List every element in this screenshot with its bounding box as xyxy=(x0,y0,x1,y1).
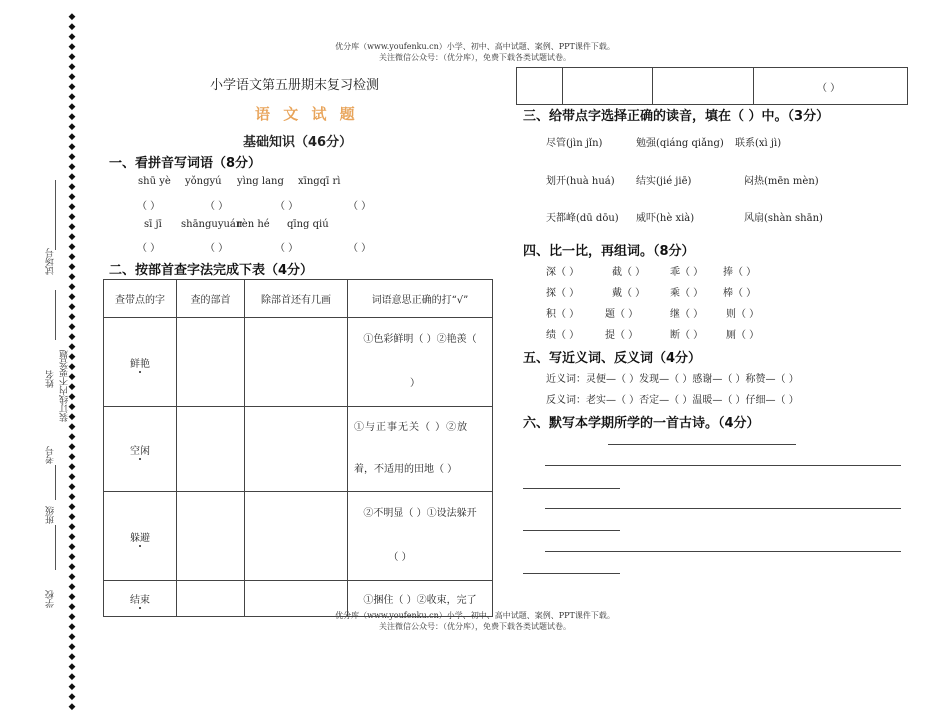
footer-line-2: 关注微信公众号：（优分库），免费下载各类试题试卷。 xyxy=(379,622,571,631)
column-header: 查带点的字 xyxy=(104,280,177,318)
table-header-row xyxy=(104,280,493,318)
reading-item[interactable]: 勉强(qiáng qiǎng) xyxy=(636,138,724,149)
compare-item[interactable]: 继（ ） xyxy=(670,309,704,320)
table-row xyxy=(104,318,493,407)
compare-item[interactable]: 则（ ） xyxy=(726,309,760,320)
reading-item[interactable]: 天都峰(dū dōu) xyxy=(546,213,619,224)
diamond-ornament: ◆ xyxy=(68,672,76,682)
footer-line-1: 优分库（www.youfenku.cn）小学、初中、高中试题、案例、PPT课件下载。 xyxy=(335,611,615,620)
diamond-ornament: ◆ xyxy=(68,302,76,312)
answer-cell[interactable] xyxy=(245,318,348,407)
diamond-ornament: ◆ xyxy=(68,272,76,282)
basic-knowledge-heading: 基础知识（46分） xyxy=(243,135,353,150)
poem-line[interactable] xyxy=(523,530,620,531)
compare-item[interactable]: 棒（ ） xyxy=(723,288,757,299)
continued-table-fragment xyxy=(516,67,908,105)
meaning-line: ①色彩鲜明（ ）②艳羡（ xyxy=(363,334,477,345)
diamond-ornament: ◆ xyxy=(68,402,76,412)
compare-item[interactable]: 断（ ） xyxy=(670,330,704,341)
exam-room-line xyxy=(55,180,56,250)
diamond-ornament: ◆ xyxy=(68,432,76,442)
subject-title: 语 文 试 题 xyxy=(255,105,359,123)
diamond-ornament: ◆ xyxy=(68,442,76,452)
pinyin-2: yǒngyú xyxy=(185,176,222,187)
diamond-ornament: ◆ xyxy=(68,82,76,92)
diamond-ornament: ◆ xyxy=(68,602,76,612)
radical-lookup-table xyxy=(103,279,493,617)
table-row xyxy=(104,492,493,581)
diamond-ornament: ◆ xyxy=(68,522,76,532)
diamond-ornament: ◆ xyxy=(68,162,76,172)
pinyin-7: rèn hé xyxy=(237,219,270,230)
answer-blank[interactable]: （ ） xyxy=(275,201,299,212)
meaning-line: （ ） xyxy=(388,552,412,563)
diamond-ornament: ◆ xyxy=(68,462,76,472)
answer-blank[interactable]: （ ） xyxy=(205,201,229,212)
column-header: 查的部首 xyxy=(177,280,245,318)
diamond-ornament: ◆ xyxy=(68,662,76,672)
diamond-ornament: ◆ xyxy=(68,692,76,702)
reading-item[interactable]: 闷热(mēn mèn) xyxy=(744,176,819,187)
answer-cell[interactable] xyxy=(245,581,348,617)
poem-line[interactable] xyxy=(545,551,901,552)
compare-item[interactable]: 戴（ ） xyxy=(612,288,646,299)
seat-line xyxy=(55,465,56,500)
antonym-row[interactable]: 反义词：老实—（ ）否定—（ ）温暖—（ ）仔细—（ ） xyxy=(546,395,799,406)
answer-cell[interactable] xyxy=(245,407,348,492)
diamond-ornament: ◆ xyxy=(68,682,76,692)
diamond-ornament: ◆ xyxy=(68,212,76,222)
diamond-ornament: ◆ xyxy=(68,242,76,252)
answer-cell[interactable] xyxy=(177,492,245,581)
diamond-ornament: ◆ xyxy=(68,142,76,152)
meaning-cell[interactable] xyxy=(348,407,493,492)
answer-cell[interactable] xyxy=(177,581,245,617)
answer-blank[interactable]: （ ） xyxy=(348,243,372,254)
poem-line[interactable] xyxy=(545,508,901,509)
compare-item[interactable]: 深（ ） xyxy=(546,267,580,278)
diamond-ornament: ◆ xyxy=(68,62,76,72)
compare-item[interactable]: 探（ ） xyxy=(546,288,580,299)
diamond-ornament: ◆ xyxy=(68,292,76,302)
poem-line[interactable] xyxy=(523,488,620,489)
reading-item[interactable]: 联系(xì jì) xyxy=(735,138,782,149)
reading-item[interactable]: 划开(huà huá) xyxy=(546,176,615,187)
answer-cell[interactable] xyxy=(177,407,245,492)
compare-item[interactable]: 提（ ） xyxy=(605,330,639,341)
diamond-ornament: ◆ xyxy=(68,202,76,212)
target-word: 鲜艳 xyxy=(130,358,150,370)
answer-blank[interactable]: （ ） xyxy=(137,201,161,212)
compare-item[interactable]: 捧（ ） xyxy=(723,267,757,278)
section2-heading: 二、按部首查字法完成下表（4分） xyxy=(109,263,314,278)
meaning-cell[interactable] xyxy=(348,492,493,581)
diamond-ornament: ◆ xyxy=(68,322,76,332)
binding-warning: 装订线内不要答题 xyxy=(60,350,70,422)
meaning-line: ②不明显（ ）①设法躲开 xyxy=(363,508,477,519)
diamond-ornament: ◆ xyxy=(68,132,76,142)
paper-title: 小学语文第五册期末复习检测 xyxy=(210,78,380,93)
diamond-ornament: ◆ xyxy=(68,172,76,182)
compare-item[interactable]: 厕（ ） xyxy=(726,330,760,341)
diamond-ornament: ◆ xyxy=(68,42,76,52)
diamond-ornament: ◆ xyxy=(68,412,76,422)
table-divider xyxy=(562,68,563,104)
diamond-ornament: ◆ xyxy=(68,392,76,402)
answer-blank[interactable]: （ ） xyxy=(348,201,372,212)
target-word: 躲避 xyxy=(130,532,150,544)
meaning-line: ①与正事无关（ ）②放 xyxy=(354,422,469,433)
diamond-ornament: ◆ xyxy=(68,512,76,522)
section1-heading: 一、看拼音写词语（8分） xyxy=(109,156,262,171)
diamond-ornament: ◆ xyxy=(68,92,76,102)
diamond-ornament: ◆ xyxy=(68,22,76,32)
meaning-cell[interactable] xyxy=(348,318,493,407)
diamond-ornament: ◆ xyxy=(68,352,76,362)
reading-item[interactable]: 尽管(jìn jǐn) xyxy=(546,138,603,149)
diamond-ornament: ◆ xyxy=(68,32,76,42)
compare-item[interactable]: 截（ ） xyxy=(612,267,646,278)
table-row xyxy=(104,581,493,617)
diamond-ornament: ◆ xyxy=(68,312,76,322)
exam-room-label: 试场号 xyxy=(46,248,56,275)
diamond-ornament: ◆ xyxy=(68,282,76,292)
diamond-ornament: ◆ xyxy=(68,52,76,62)
meaning-line: ） xyxy=(410,378,420,389)
diamond-ornament: ◆ xyxy=(68,102,76,112)
diamond-ornament: ◆ xyxy=(68,632,76,642)
diamond-ornament: ◆ xyxy=(68,572,76,582)
diamond-ornament: ◆ xyxy=(68,72,76,82)
pinyin-6: shānguyuán xyxy=(181,219,243,230)
section4-heading: 四、比一比，再组词。（8分） xyxy=(523,244,695,259)
name-label: 姓名 xyxy=(46,370,56,388)
diamond-ornament: ◆ xyxy=(68,362,76,372)
synonym-row[interactable]: 近义词：灵便—（ ）发现—（ ）感谢—（ ）称赞—（ ） xyxy=(546,374,799,385)
diamond-ornament: ◆ xyxy=(68,152,76,162)
diamond-ornament: ◆ xyxy=(68,382,76,392)
answer-blank[interactable]: （ ） xyxy=(137,243,161,254)
diamond-ornament: ◆ xyxy=(68,592,76,602)
poem-title-line[interactable] xyxy=(608,444,796,445)
pinyin-4: xīngqī rì xyxy=(298,176,341,187)
meaning-line: 着，不适用的田地（ ） xyxy=(354,464,458,475)
class-label: 班级 xyxy=(46,506,56,524)
compare-item[interactable]: 绩（ ） xyxy=(546,330,580,341)
reading-item[interactable]: 结实(jié jiē) xyxy=(636,176,692,187)
diamond-ornament: ◆ xyxy=(68,612,76,622)
diamond-ornament: ◆ xyxy=(68,232,76,242)
school-label: 学校 xyxy=(46,590,56,608)
answer-blank[interactable]: （ ） xyxy=(817,83,841,94)
compare-item[interactable]: 乘（ ） xyxy=(670,288,704,299)
diamond-ornament: ◆ xyxy=(68,702,76,712)
seat-label: 考号 xyxy=(46,446,56,464)
pinyin-8: qīng qiú xyxy=(287,219,329,230)
diamond-ornament: ◆ xyxy=(68,342,76,352)
compare-item[interactable]: 题（ ） xyxy=(605,309,639,320)
diamond-ornament: ◆ xyxy=(68,422,76,432)
diamond-ornament: ◆ xyxy=(68,532,76,542)
diamond-ornament: ◆ xyxy=(68,252,76,262)
diamond-ornament: ◆ xyxy=(68,622,76,632)
table-divider xyxy=(753,68,754,104)
answer-cell[interactable] xyxy=(177,318,245,407)
diamond-ornament: ◆ xyxy=(68,652,76,662)
column-header: 词语意思正确的打“√” xyxy=(348,280,493,318)
diamond-ornament: ◆ xyxy=(68,122,76,132)
diamond-ornament: ◆ xyxy=(68,192,76,202)
column-header: 除部首还有几画 xyxy=(245,280,348,318)
target-word: 空闲 xyxy=(130,445,150,457)
pinyin-3: yìng lang xyxy=(237,176,284,187)
table-divider xyxy=(652,68,653,104)
reading-item[interactable]: 威吓(hè xià) xyxy=(636,213,695,224)
diamond-ornament: ◆ xyxy=(68,112,76,122)
diamond-ornament: ◆ xyxy=(68,582,76,592)
binding-diamond-border xyxy=(66,12,78,712)
section6-heading: 六、默写本学期所学的一首古诗。（4分） xyxy=(523,416,760,431)
pinyin-1: shū yè xyxy=(138,176,171,187)
class-line xyxy=(55,525,56,570)
section5-heading: 五、写近义词、反义词（4分） xyxy=(523,351,702,366)
answer-cell[interactable] xyxy=(245,492,348,581)
section3-heading: 三、给带点字选择正确的读音，填在（ ）中。（3分） xyxy=(523,109,830,124)
poem-line[interactable] xyxy=(523,573,620,574)
target-word: 结束 xyxy=(130,595,150,606)
diamond-ornament: ◆ xyxy=(68,222,76,232)
poem-line[interactable] xyxy=(545,465,901,466)
meaning-cell[interactable] xyxy=(348,581,493,617)
meaning-line: ①捆住（ ）②收束，完了 xyxy=(363,595,477,606)
reading-item[interactable]: 风扇(shàn shān) xyxy=(744,213,823,224)
answer-blank[interactable]: （ ） xyxy=(205,243,229,254)
answer-blank[interactable]: （ ） xyxy=(275,243,299,254)
diamond-ornament: ◆ xyxy=(68,642,76,652)
name-line xyxy=(55,290,56,340)
header-line-2: 关注微信公众号：（优分库），免费下载各类试题试卷。 xyxy=(379,53,571,62)
compare-item[interactable]: 积（ ） xyxy=(546,309,580,320)
diamond-ornament: ◆ xyxy=(68,332,76,342)
diamond-ornament: ◆ xyxy=(68,502,76,512)
diamond-ornament: ◆ xyxy=(68,552,76,562)
diamond-ornament: ◆ xyxy=(68,262,76,272)
diamond-ornament: ◆ xyxy=(68,12,76,22)
header-line-1: 优分库（www.youfenku.cn）小学、初中、高中试题、案例、PPT课件下载。 xyxy=(335,42,615,51)
compare-item[interactable]: 乖（ ） xyxy=(670,267,704,278)
pinyin-5: sī jī xyxy=(144,219,162,230)
table-row xyxy=(104,407,493,492)
diamond-ornament: ◆ xyxy=(68,182,76,192)
diamond-ornament: ◆ xyxy=(68,372,76,382)
diamond-ornament: ◆ xyxy=(68,472,76,482)
diamond-ornament: ◆ xyxy=(68,482,76,492)
diamond-ornament: ◆ xyxy=(68,452,76,462)
diamond-ornament: ◆ xyxy=(68,562,76,572)
header-note xyxy=(0,41,950,63)
diamond-ornament: ◆ xyxy=(68,542,76,552)
diamond-ornament: ◆ xyxy=(68,492,76,502)
